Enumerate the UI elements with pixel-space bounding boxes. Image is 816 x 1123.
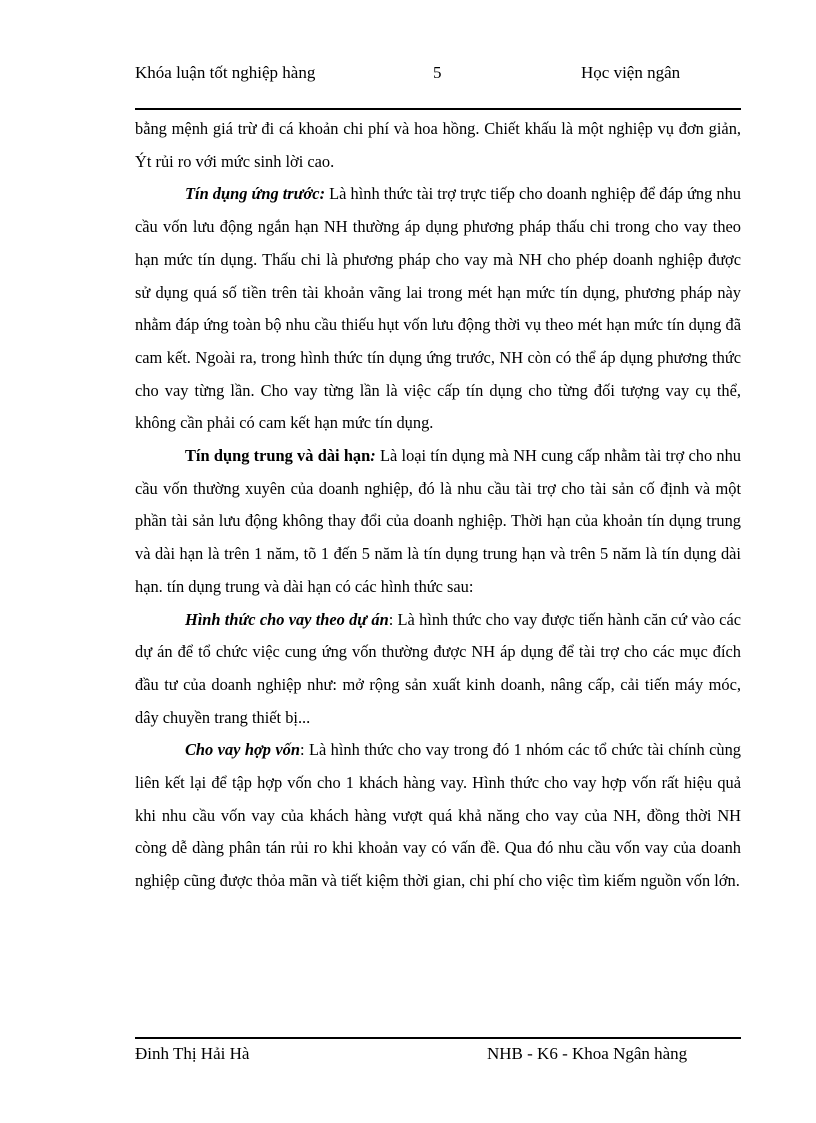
paragraph-medium-long-term-credit (135, 440, 741, 604)
paragraph-advance-credit (135, 178, 741, 440)
header-institution: Học viện ngân (581, 63, 681, 82)
paragraph-text: : Là hình thức cho vay trong đó 1 nhóm các tổ chức tài chính cùng liên kết lại để tập hợp vốn cho 1 khách hàng vay. Hình thức cho vay hợp vốn rất hiệu quả khi nhu cầu vốn vay của khách hàng vượt quá khả năng cho vay của NH, đồng thời NH còng dễ dàng phân tán rủi ro khi khoản vay có vấn đề. Qua đó nhu cầu vốn vay của doanh nghiệp cũng được thỏa mãn và tiết kiệm thời gian, chi phí cho việc tìm kiếm nguồn vốn lớn. (135, 740, 741, 891)
paragraph-text: bằng mệnh giá trừ đi cá khoản chi phí và hoa hồng. Chiết khấu là một nghiệp vụ đơn giản, Ýt rủi ro với mức sinh lời cao. (135, 119, 741, 171)
footer-author: Đinh Thị Hải Hà (135, 1044, 250, 1063)
paragraph-syndicated-loan (135, 734, 741, 898)
header-divider (135, 108, 741, 110)
paragraph-text: Là loại tín dụng mà NH cung cấp nhằm tài trợ cho nhu cầu vốn thường xuyên của doanh nghiệp, đó là nhu cầu tài trợ cho tài sản cố định và một phần tài sản lưu động không thay đổi của doanh nghiệp. Thời hạn của khoản tín dụng trung và dài hạn là trên 1 năm, tõ 1 đến 5 năm là tín dụng trung hạn và trên 5 năm là tín dụng dài hạn. tín dụng trung và dài hạn có các hình thức sau: (135, 446, 741, 596)
term-advance-credit: Tín dụng ứng trước: (185, 184, 326, 204)
term-syndicated-loan: Cho vay hợp vốn (185, 740, 300, 760)
page-header (135, 62, 741, 106)
paragraph-text: Là hình thức tài trợ trực tiếp cho doanh nghiệp để đáp ứng nhu cầu vốn lưu động ngắn hạn NH thường áp dụng phương pháp thấu chi trong cho vay theo hạn mức tín dụng. Thấu chi là phương pháp cho vay mà NH cho phép doanh nghiệp được sử dụng quá số tiền trên tài khoản vãng lai trong mét hạn mức tín dụng, phương pháp này nhằm đáp ứng toàn bộ nhu cầu thiếu hụt vốn lưu động thời vụ theo mét hạn mức tín dụng đã cam kết. Ngoài ra, trong hình thức tín dụng ứng trước, NH còn có thể áp dụng phương thức cho vay từng lần. Cho vay từng lần là việc cấp tín dụng cho từng đối tượng vay cụ thể, không cần phải có cam kết hạn mức tín dụng. (135, 184, 742, 433)
footer-divider (135, 1037, 741, 1039)
footer-class-department: NHB - K6 - Khoa Ngân hàng (487, 1044, 688, 1063)
term-project-lending: Hình thức cho vay theo dự án (185, 609, 389, 629)
paragraph-text: : Là hình thức cho vay được tiến hành căn cứ vào các dự án để tổ chức việc cung ứng vốn thường được NH áp dụng để tài trợ cho các mục đích đầu tư của doanh nghiệp như: mở rộng sản xuất kinh doanh, nâng cấp, cải tiến máy móc, dây chuyền trang thiết bị... (135, 609, 741, 727)
term-colon: : (370, 446, 376, 466)
document-body (135, 113, 741, 898)
paragraph-project-lending (135, 604, 741, 735)
paragraph-discount-continuation (135, 113, 741, 178)
term-medium-long-term-credit: Tín dụng trung và dài hạn (185, 446, 371, 466)
header-thesis-title: Khóa luận tốt nghiệp hàng (135, 63, 316, 82)
page-number: 5 (433, 63, 442, 82)
